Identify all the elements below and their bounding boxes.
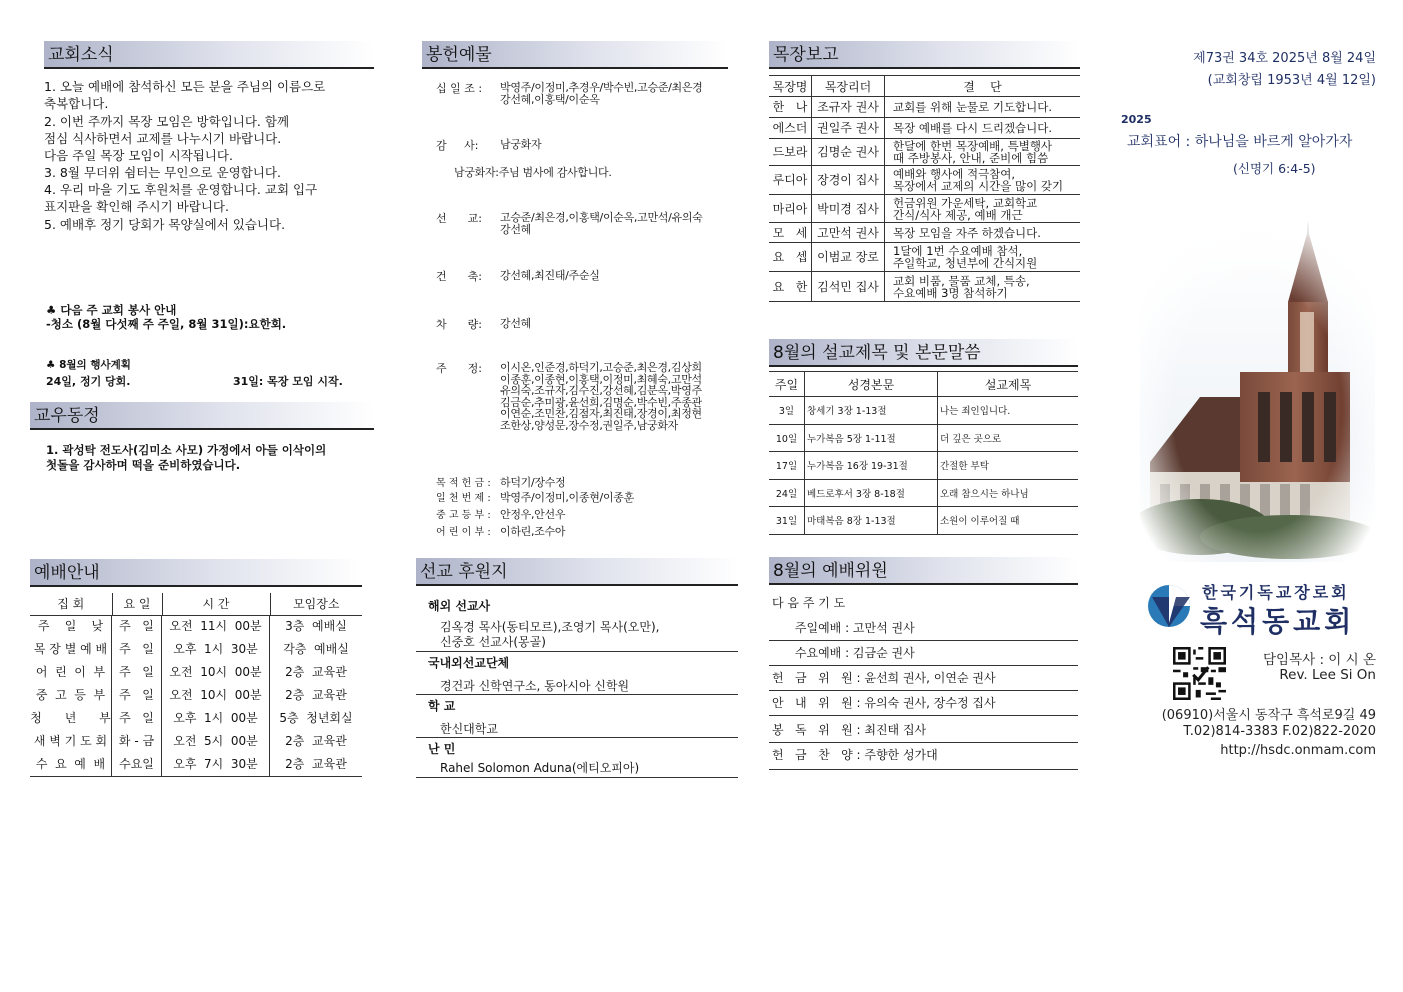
table-cell: 김명순 권사 [812, 139, 885, 165]
worship-title: 예배안내 [30, 559, 362, 587]
offering-names: 강선혜,최진태/주순실 [500, 269, 600, 282]
table-cell: 장경이 집사 [812, 166, 885, 194]
table-cell: 3층 예배실 [285, 619, 347, 633]
table-cell: 청 년 부 [30, 707, 112, 730]
table-row [30, 661, 362, 684]
committee-divider [769, 690, 1078, 691]
table-cell: 오후 1시 30분 [162, 638, 270, 661]
mission-group-item: 김옥경 목사(동티모르),조영기 목사(오만), [440, 620, 660, 634]
table-cell: 주 일 [112, 661, 162, 684]
news-line: 표지판을 확인해 주시기 바랍니다. [44, 199, 229, 214]
mission-divider [416, 694, 738, 695]
mission-group-item: 경건과 신학연구소, 동아시아 신학원 [440, 679, 630, 693]
table-cell: 창세기 3장 1-13절 [805, 397, 938, 424]
table-cell: 오후 1시 00분 [162, 707, 270, 730]
church-url[interactable]: http://hsdc.onmam.com [1220, 743, 1376, 758]
mission-group-item: 한신대학교 [440, 722, 498, 736]
table-cell: 화 - 금 [112, 730, 162, 753]
church-motto: 교회표어 : 하나님을 바르게 알아가자 [1127, 134, 1353, 150]
table-cell: 목장 예배를 다시 드리겠습니다. [893, 121, 1053, 135]
offering-names: 하덕기/장수정 [500, 476, 566, 489]
service-title: ♣ 다음 주 교회 봉사 안내 [46, 303, 177, 317]
committee-divider [769, 769, 1078, 770]
offering-label: 건 축: [436, 270, 482, 283]
news-line: 점심 식사하면서 교제를 나누시기 바랍니다. [44, 131, 282, 146]
table-cell: 오전 10시 00분 [162, 684, 270, 707]
offering-title: 봉헌예물 [422, 41, 728, 69]
table-cell: 2층 교육관 [285, 688, 347, 702]
table-cell: 새 벽 기 도 회 [30, 730, 112, 753]
table-cell: 31일 [769, 507, 805, 534]
table-cell: 2층 교육관 [285, 734, 347, 748]
table-cell: 오전 11시 00분 [162, 615, 270, 638]
table-bottom-rule [30, 776, 362, 777]
table-cell: 주 일 [112, 615, 162, 638]
table-cell: 한 나 [769, 97, 812, 117]
table-cell: 성경본문 [805, 372, 938, 397]
table-cell: 17일 [769, 452, 805, 479]
table-row [769, 97, 1080, 118]
table-row [769, 118, 1080, 139]
mission-group-item: Rahel Solomon Aduna(에티오피아) [440, 761, 640, 775]
table-cell: 베드로후서 3장 8-18절 [805, 480, 938, 507]
table-cell: 주 일 [112, 707, 162, 730]
news-title: 교회소식 [44, 41, 374, 69]
table-cell: 마태복음 8장 1-13절 [805, 507, 938, 534]
founded-date: (교회창립 1953년 4월 12일) [1207, 73, 1376, 88]
committee-item: 수요예배 : 김금순 권사 [772, 646, 915, 660]
offering-label: 목 적 헌 금 : [436, 478, 491, 489]
committee-item: 봉 독 위 원 : 최진태 집사 [772, 723, 927, 737]
committee-item: 헌 금 찬 양 : 주향한 성가대 [772, 748, 938, 762]
table-row [769, 139, 1080, 166]
table-row [30, 707, 362, 730]
table-cell: 오전 10시 00분 [162, 661, 270, 684]
table-cell: 김석민 집사 [812, 272, 885, 301]
mission-bottom-rule [416, 777, 738, 778]
table-cell: 루디아 [769, 166, 812, 194]
worship-table [30, 593, 362, 616]
table-cell: 목장 모임을 자주 하겠습니다. [893, 225, 1041, 240]
offering-names: 이시온,인준경,하덕기,고승준,최은경,김상희 이종훈,이종현,이홍택,이정미,최혜숙,고만석 유의숙,조규자,김수진,강선혜,김분옥,박영주 김금순,추미광,윤선희,김명순,박수빈,주종관 이연순,조민찬,김점자,최진태,장경이,최정현 조한상,양성문,장수정,권일주,남궁화자 [500, 361, 702, 432]
news-line: 축복합니다. [44, 96, 109, 111]
offering-label: 십 일 조 : [436, 82, 483, 95]
table-cell: 10일 [769, 425, 805, 452]
table-cell: 주일 [769, 372, 805, 397]
mission-group-item: 신중호 선교사(몽골) [440, 635, 546, 649]
table-cell: 교회를 위해 눈물로 기도합니다. [893, 100, 1053, 114]
table-row [769, 272, 1080, 302]
table-cell: 목 장 별 예 배 [30, 638, 112, 661]
mission-divider [416, 651, 738, 652]
denomination-name: 한국기독교장로회 [1202, 583, 1350, 602]
mission-group-head: 해외 선교사 [428, 599, 491, 613]
table-cell: 누가복음 16장 19-31절 [805, 452, 938, 479]
table-cell: 오래 참으시는 하나님 [940, 488, 1029, 500]
table-row [30, 684, 362, 707]
pastor-name-en: Rev. Lee Si On [1279, 667, 1376, 683]
committee-divider [769, 715, 1078, 716]
offering-label: 선 교: [436, 212, 482, 225]
table-cell: 요 셉 [769, 243, 812, 271]
offering-label: 일 천 번 제 : [436, 493, 491, 504]
table-cell: 결 단 [963, 79, 1002, 94]
table-cell: 3일 [769, 397, 805, 424]
news-line: 2. 이번 주까지 목장 모임은 방학입니다. 함께 [44, 114, 290, 129]
table-cell: 에스더 [769, 118, 812, 138]
table-row [30, 638, 362, 661]
table-cell: 주 일 [112, 638, 162, 661]
table-cell: 누가복음 5장 1-11절 [805, 425, 938, 452]
table-cell: 헌금위원 가운세탁, 교회학교 간식/식사 제공, 예배 개근 [893, 195, 1038, 222]
committee-divider [769, 742, 1078, 743]
table-cell: 중 고 등 부 [30, 684, 112, 707]
mission-divider [416, 737, 738, 738]
service-line: -청소 (8월 다섯째 주 주일, 8월 31일):요한회. [46, 317, 287, 331]
church-address: (06910)서울시 동작구 흑석로9길 49 [1161, 708, 1376, 723]
table-cell: 예배와 행사에 적극참여, 목장에서 교제의 시간을 많이 갖기 [893, 167, 1064, 193]
table-row [769, 397, 1078, 425]
events-title: ♣ 8월의 행사계획 [46, 359, 131, 371]
news-line: 3. 8월 무더위 쉼터는 무인으로 운영합니다. [44, 165, 281, 180]
table-cell: 목장명 [769, 76, 812, 97]
table-row [30, 753, 362, 776]
col-header: 모임장소 [270, 593, 362, 615]
table-row [769, 452, 1078, 480]
events-left: 24일, 정기 당회. [46, 375, 131, 388]
offering-label: 차 량: [436, 318, 482, 331]
offering-names: 이하린,조수아 [500, 525, 566, 538]
table-row [769, 166, 1080, 195]
offering-label: 감 사: [436, 139, 479, 152]
news-line: 1. 오늘 예배에 참석하신 모든 분을 주님의 이름으로 [44, 79, 326, 94]
denomination-logo-icon [1146, 583, 1192, 629]
news-line: 다음 주일 목장 모임이 시작됩니다. [44, 148, 233, 163]
members-line: 첫돌을 감사하며 떡을 준비하였습니다. [46, 458, 241, 472]
committee-item: 주일예배 : 고만석 권사 [772, 621, 915, 635]
table-cell: 이범교 장로 [812, 243, 885, 271]
col-header: 집 회 [30, 593, 112, 615]
table-cell: 모 세 [769, 223, 812, 242]
mokjang-title: 목장보고 [769, 41, 1080, 69]
committee-item: 다 음 주 기 도 [772, 596, 846, 610]
table-cell: 2층 교육관 [285, 757, 347, 771]
committee-item: 헌 금 위 원 : 윤선희 권사, 이연순 권사 [772, 671, 996, 685]
offering-names: 강선혜 [500, 317, 531, 330]
members-title: 교우동정 [30, 402, 374, 430]
table-header [769, 371, 1078, 397]
table-cell: 2층 교육관 [285, 665, 347, 679]
table-cell: 요 한 [769, 272, 812, 301]
offering-names: 박영주/이정미,추경우/박수빈,고승준/최은경 강선혜,이홍택/이순옥 [500, 81, 703, 106]
news-line: 4. 우리 마을 기도 후원처를 운영합니다. 교회 입구 [44, 182, 318, 197]
table-cell: 1달에 1번 수요예배 참석, 주일학교, 청년부에 간식지원 [893, 244, 1038, 270]
table-cell: 오후 7시 30분 [162, 753, 270, 776]
committee-divider [769, 640, 1078, 641]
table-cell: 마리아 [769, 195, 812, 222]
table-cell: 간절한 부탁 [940, 461, 989, 473]
table-cell: 목장리더 [812, 76, 885, 97]
church-building-image [1140, 222, 1375, 562]
table-cell: 주 일 낮 [30, 615, 112, 638]
table-row [30, 615, 362, 638]
table-cell: 오전 5시 00분 [162, 730, 270, 753]
table-cell: 나는 죄인입니다. [940, 406, 1011, 418]
table-row [769, 507, 1078, 535]
table-cell: 더 깊은 곳으로 [940, 433, 1002, 445]
table-row [769, 425, 1078, 453]
offering-names: 고승준/최은경,이홍택/이순옥,고만석/유의숙 강선혜 [500, 211, 703, 236]
col-header: 시 간 [162, 593, 270, 615]
table-cell: 5층 청년회실 [279, 711, 353, 725]
table-cell: 24일 [769, 480, 805, 507]
offering-names: 남궁화자:주님 범사에 감사합니다. [454, 166, 612, 179]
offering-label: 중 고 등 부 : [436, 510, 491, 521]
offering-names: 남궁화자 [500, 138, 542, 151]
table-cell: 박미경 집사 [812, 195, 885, 222]
table-cell: 한달에 한번 목장예배, 특별행사 때 주방봉사, 안내, 준비에 힘씀 [893, 139, 1053, 165]
mission-group-head: 국내외선교단체 [428, 656, 510, 670]
sermon-title: 8월의 설교제목 및 본문말씀 [769, 339, 1078, 367]
offering-label: 주 정: [436, 362, 482, 375]
table-cell: 각층 예배실 [283, 642, 349, 656]
committee-item: 안 내 위 원 : 유의숙 권사, 장수정 집사 [772, 696, 996, 710]
table-cell: 설교제목 [984, 378, 1032, 392]
motto-verse: (신명기 6:4-5) [1233, 161, 1316, 176]
news-line: 5. 예배후 정기 당회가 목양실에서 있습니다. [44, 217, 286, 232]
table-row [30, 730, 362, 753]
mission-group-head: 난 민 [428, 742, 456, 756]
committee-title: 8월의 예배위원 [769, 557, 1078, 585]
offering-names: 안정우,안선우 [500, 508, 566, 521]
table-row [769, 243, 1080, 272]
motto-year: 2025 [1121, 113, 1152, 126]
church-name: 흑석동교회 [1200, 605, 1356, 638]
church-phone: T.02)814-3383 F.02)822-2020 [1183, 724, 1376, 739]
mission-group-head: 학 교 [428, 699, 456, 713]
table-cell: 어 린 이 부 [30, 661, 112, 684]
table-cell: 주 일 [112, 684, 162, 707]
mission-title: 선교 후원지 [416, 558, 738, 586]
offering-label: 어 린 이 부 : [436, 527, 491, 538]
col-header: 요 일 [112, 593, 162, 615]
table-cell: 교회 비품, 물품 교체, 특송, 수요예배 3명 참석하기 [893, 273, 1030, 300]
qr-code-icon[interactable] [1173, 647, 1226, 700]
table-header [769, 75, 1080, 97]
table-cell: 고만석 권사 [812, 223, 885, 242]
offering-names: 박영주/이정미,이종현/이종훈 [500, 491, 634, 504]
events-right: 31일: 목장 모임 시작. [233, 375, 343, 388]
table-header [30, 593, 362, 615]
table-cell: 드보라 [769, 139, 812, 165]
table-row [769, 223, 1080, 243]
table-row [769, 480, 1078, 508]
table-cell: 조규자 권사 [812, 97, 885, 117]
pastor-name: 담임목사 : 이 시 온 [1262, 652, 1376, 668]
members-line: 1. 곽성탁 전도사(김미소 사모) 가정에서 아들 이삭이의 [46, 443, 327, 457]
table-row [769, 195, 1080, 223]
issue-number: 제73권 34호 2025년 8월 24일 [1193, 51, 1376, 66]
committee-divider [769, 665, 1078, 666]
table-cell: 수요일 [112, 753, 162, 776]
table-cell: 수 요 예 배 [30, 753, 112, 776]
table-cell: 소원이 이루어질 때 [940, 516, 1020, 528]
table-cell: 권일주 권사 [812, 118, 885, 138]
